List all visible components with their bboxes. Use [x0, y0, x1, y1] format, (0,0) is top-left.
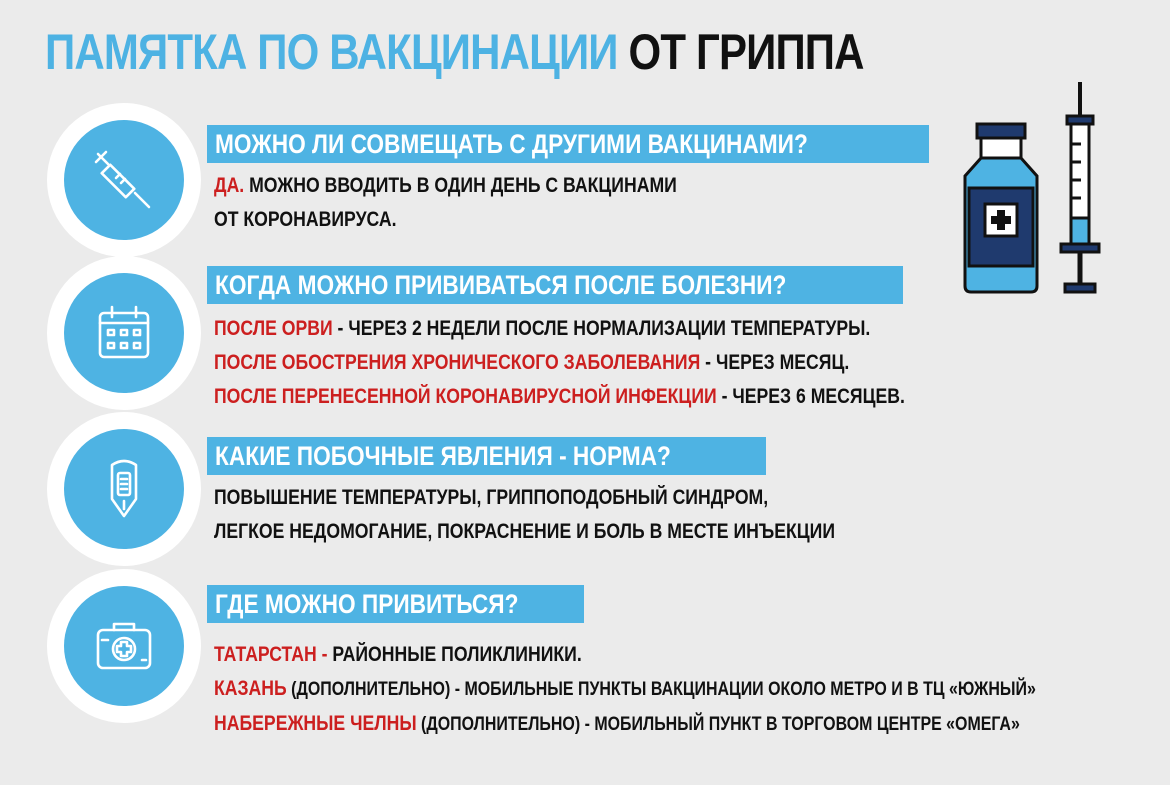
page-title: [45, 22, 864, 82]
answer-highlight: ДА.: [214, 174, 245, 197]
question-text: КОГДА МОЖНО ПРИВИВАТЬСЯ ПОСЛЕ БОЛЕЗНИ?: [215, 270, 787, 300]
question-text: ГДЕ МОЖНО ПРИВИТЬСЯ?: [215, 589, 519, 619]
answer-highlight: НАБЕРЕЖНЫЕ ЧЕЛНЫ: [214, 712, 417, 735]
answer-block-2: [214, 312, 1037, 414]
question-text: МОЖНО ЛИ СОВМЕЩАТЬ С ДРУГИМИ ВАКЦИНАМИ?: [215, 129, 808, 159]
question-box-4: [207, 585, 584, 623]
answer-text: ПОВЫШЕНИЕ ТЕМПЕРАТУРЫ, ГРИППОПОДОБНЫЙ СИНДРОМ,: [214, 486, 769, 509]
calendar-icon: [94, 303, 154, 363]
answer-line: [214, 169, 677, 203]
title-part-dark: ОТ ГРИППА: [628, 24, 864, 80]
answer-text: МОЖНО ВВОДИТЬ В ОДИН ДЕНЬ С ВАКЦИНАМИ: [244, 174, 677, 197]
answer-line: [214, 638, 1036, 672]
answer-text: - ЧЕРЕЗ 2 НЕДЕЛИ ПОСЛЕ НОРМАЛИЗАЦИИ ТЕМПЕРАТУРЫ.: [332, 317, 871, 340]
answer-block-4: [214, 638, 1170, 742]
first-aid-kit-icon-badge: [47, 569, 201, 723]
title-part-blue: ПАМЯТКА ПО ВАКЦИНАЦИИ: [45, 24, 618, 80]
vaccine-vial-and-syringe-icon: [955, 78, 1115, 300]
answer-text: - ЧЕРЕЗ МЕСЯЦ.: [700, 351, 850, 374]
answer-line: [214, 515, 835, 549]
answer-text: ОТ КОРОНАВИРУСА.: [214, 208, 397, 231]
answer-block-1: [214, 169, 765, 237]
answer-line: [214, 346, 905, 380]
thermometer-icon: [94, 459, 154, 519]
answer-line: [214, 312, 905, 346]
answer-text: РАЙОННЫЕ ПОЛИКЛИНИКИ.: [327, 643, 582, 666]
answer-highlight: ПОСЛЕ ОРВИ: [214, 317, 333, 340]
calendar-icon-badge: [47, 256, 201, 410]
thermometer-icon-badge: [47, 412, 201, 566]
first-aid-kit-icon: [94, 616, 154, 676]
answer-text: (ДОПОЛНИТЕЛЬНО) - МОБИЛЬНЫЙ ПУНКТ В ТОРГОВОМ ЦЕНТРЕ «ОМЕГА»: [416, 714, 1020, 735]
answer-line: [214, 707, 1036, 742]
syringe-icon-badge: [47, 103, 201, 257]
answer-highlight: ПОСЛЕ ОБОСТРЕНИЯ ХРОНИЧЕСКОГО ЗАБОЛЕВАНИЯ: [214, 351, 701, 374]
answer-line: [214, 672, 1036, 707]
answer-line: [214, 380, 905, 414]
answer-line: [214, 481, 835, 515]
answer-line: [214, 203, 677, 237]
syringe-icon: [94, 150, 154, 210]
answer-block-3: [214, 481, 953, 549]
answer-text: (ДОПОЛНИТЕЛЬНО) - МОБИЛЬНЫЕ ПУНКТЫ ВАКЦИНАЦИИ ОКОЛО МЕТРО И В ТЦ «ЮЖНЫЙ»: [286, 679, 1036, 700]
answer-text: ЛЕГКОЕ НЕДОМОГАНИЕ, ПОКРАСНЕНИЕ И БОЛЬ В МЕСТЕ ИНЪЕКЦИИ: [214, 520, 836, 543]
question-box-3: [207, 437, 766, 475]
question-box-2: [207, 266, 903, 304]
question-text: КАКИЕ ПОБОЧНЫЕ ЯВЛЕНИЯ - НОРМА?: [215, 441, 671, 471]
answer-highlight: ПОСЛЕ ПЕРЕНЕСЕННОЙ КОРОНАВИРУСНОЙ ИНФЕКЦИИ: [214, 385, 717, 408]
question-box-1: [207, 125, 929, 163]
answer-text: - ЧЕРЕЗ 6 МЕСЯЦЕВ.: [716, 385, 905, 408]
answer-highlight: КАЗАНЬ: [214, 677, 287, 700]
answer-highlight: ТАТАРСТАН -: [214, 643, 328, 666]
